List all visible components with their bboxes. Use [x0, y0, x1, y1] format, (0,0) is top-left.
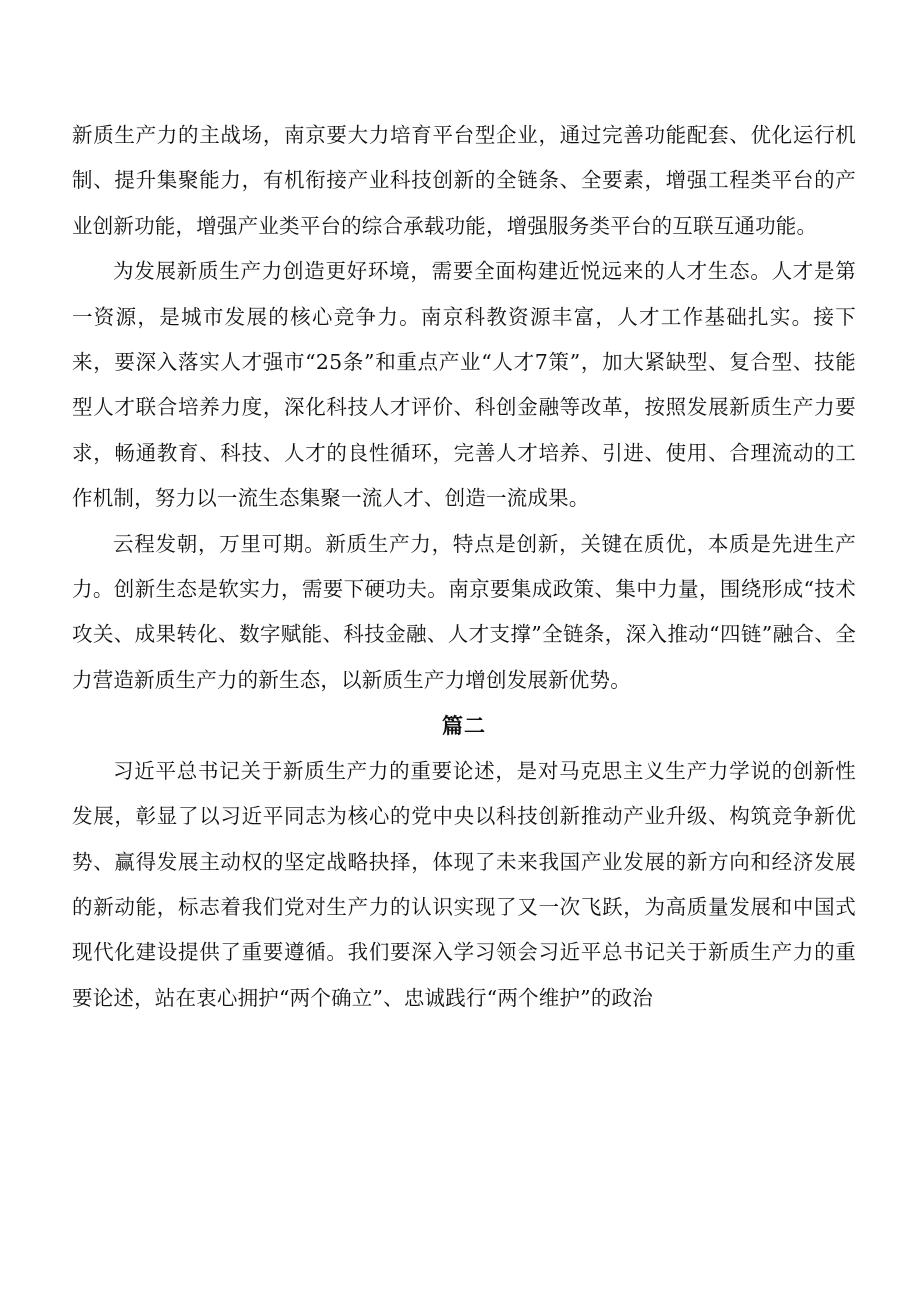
paragraph-platform-enterprises: 新质生产力的主战场，南京要大力培育平台型企业，通过完善功能配套、优化运行机制、提升集聚能力，有机衔接产业科技创新的全链条、全要素，增强工程类平台的产业创新功能，增强产业类平台的综合承载功能，增强服务类平台的互联互通功能。: [72, 123, 856, 238]
paragraph-innovation-ecology: 云程发朝，万里可期。新质生产力，特点是创新，关键在质优，本质是先进生产力。创新生态是软实力，需要下硬功夫。南京要集成政策、集中力量，围绕形成“技术攻关、成果转化、数字赋能、科技金融、人才支撑”全链条，深入推动“四链”融合、全力营造新质生产力的新生态，以新质生产力增创发展新优势。: [72, 531, 856, 692]
paragraph-new-productivity-theory: 习近平总书记关于新质生产力的重要论述，是对马克思主义生产力学说的创新性发展，彰显了以习近平同志为核心的党中央以科技创新推动产业升级、构筑竞争新优势、赢得发展主动权的坚定战略抉择，体现了未来我国产业发展的新方向和经济发展的新动能，标志着我们党对生产力的认识实现了又一次飞跃，为高质量发展和中国式现代化建设提供了重要遵循。我们要深入学习领会习近平总书记关于新质生产力的重要论述，站在衷心拥护“两个确立”、忠诚践行“两个维护”的政治: [72, 758, 856, 1010]
paragraph-talent-ecology: 为发展新质生产力创造更好环境，需要全面构建近悦远来的人才生态。人才是第一资源，是城市发展的核心竞争力。南京科教资源丰富，人才工作基础扎实。接下来，要深入落实人才强市“25条”和重点产业“人才7策”，加大紧缺型、复合型、技能型人才联合培养力度，深化科技人才评价、科创金融等改革，按照发展新质生产力要求，畅通教育、科技、人才的良性循环，完善人才培养、引进、使用、合理流动的工作机制，努力以一流生态集聚一流人才、创造一流成果。: [72, 259, 856, 511]
section-heading: 篇二: [442, 713, 486, 739]
document-body: [72, 113, 856, 1021]
